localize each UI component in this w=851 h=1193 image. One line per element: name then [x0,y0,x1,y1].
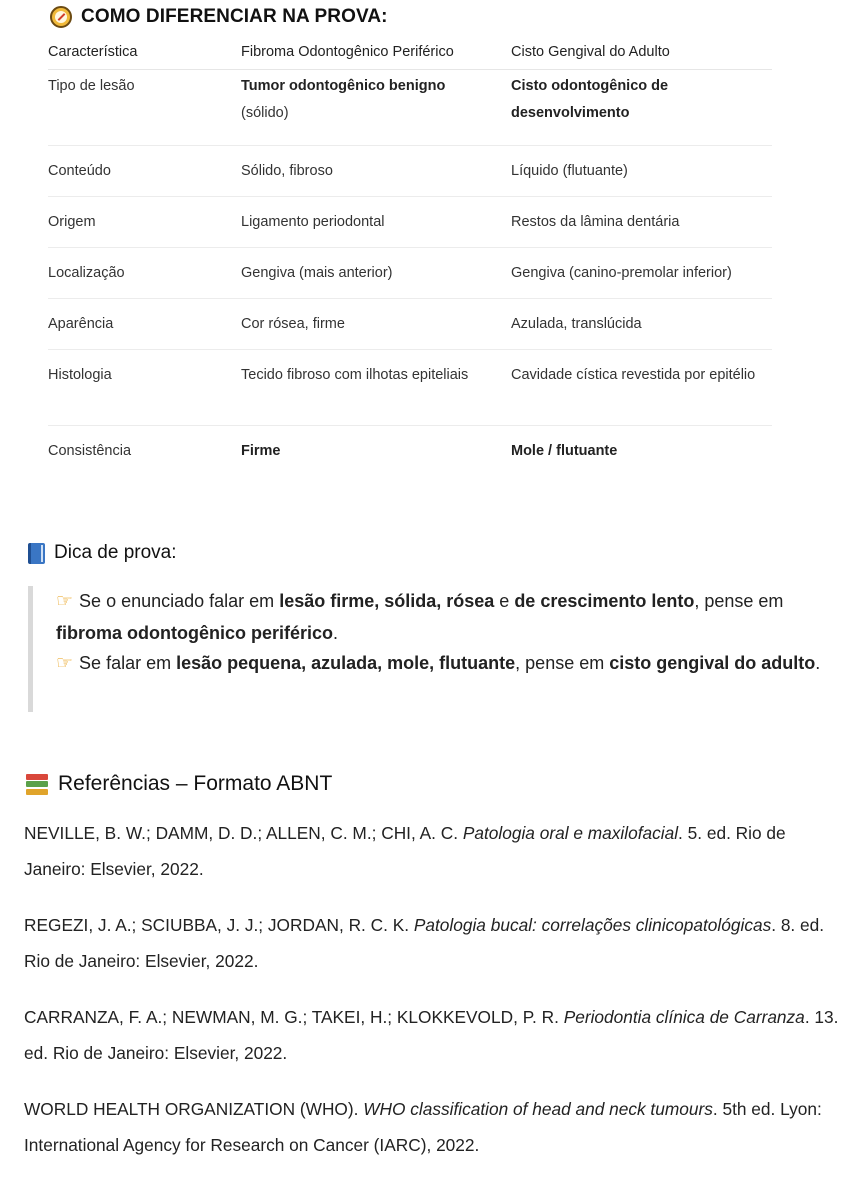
reference-authors: NEVILLE, B. W.; DAMM, D. D.; ALLEN, C. M.; CHI, A. C. [24,823,463,843]
cell-cisto: Líquido (flutuante) [511,146,772,197]
table-header-row [48,44,772,70]
tip-bold: fibroma odontogênico periférico [56,622,334,643]
table-row [48,248,772,299]
reference-item [24,907,839,979]
column-header-feature: Característica [48,44,241,70]
cell-feature: Origem [48,197,241,248]
comparison-heading [50,6,388,28]
tip-heading-text: Dica de prova: [54,542,177,563]
table-row [48,426,772,477]
compass-icon [50,6,72,28]
reference-authors: WORLD HEALTH ORGANIZATION (WHO). [24,1099,364,1119]
cell-cisto-bold: Cisto odontogênico de desenvolvimento [511,78,669,121]
reference-details: . 5. ed. Rio de Janeiro: Elsevier, 2022. [24,823,786,879]
reference-details: . 13. ed. Rio de Janeiro: Elsevier, 2022. [24,1007,839,1063]
tip-text: Se o enunciado falar em [79,591,280,611]
cell-cisto: Gengiva (canino-premolar inferior) [511,248,772,299]
tip-bold: cisto gengival do adulto [609,653,816,673]
reference-title: WHO classification of head and neck tumours [363,1099,713,1119]
reference-title: Patologia bucal: correlações clinicopatológicas [413,915,772,935]
reference-item [24,815,839,887]
cell-fibroma-text: (sólido) [241,105,289,121]
comparison-table [48,44,772,477]
cell-feature: Tipo de lesão [48,70,241,146]
tip-line-2 [56,648,828,680]
reference-title: Patologia oral e maxilofacial [462,823,679,843]
cell-feature: Histologia [48,350,241,426]
cell-feature: Aparência [48,299,241,350]
tip-text: e [494,591,515,611]
comparison-heading-text: COMO DIFERENCIAR NA PROVA: [81,6,388,27]
tip-text: . [815,653,821,673]
column-header-cisto: Cisto Gengival do Adulto [511,44,772,70]
cell-fibroma: Cor rósea, firme [241,299,511,350]
column-header-fibroma: Fibroma Odontogênico Periférico [241,44,511,70]
references-heading [26,772,332,796]
table-row [48,299,772,350]
cell-cisto: Restos da lâmina dentária [511,197,772,248]
references-heading-text: Referências – Formato ABNT [58,772,333,795]
table-row [48,70,772,146]
table-row [48,197,772,248]
tip-bold: lesão firme, sólida, rósea [279,591,495,611]
cell-feature: Consistência [48,443,132,459]
pointing-hand-icon: ☞ [56,653,74,674]
cell-fibroma: Firme [241,443,281,459]
tip-text: . [333,622,339,643]
reference-item [24,999,839,1071]
reference-details: . 5th ed. Lyon: International Agency for Research on Cancer (IARC), 2022. [24,1099,822,1155]
cell-feature: Localização [48,248,241,299]
cell-fibroma: Gengiva (mais anterior) [241,248,511,299]
pointing-hand-icon: ☞ [56,591,74,612]
cell-fibroma: Ligamento periodontal [241,197,511,248]
cell-cisto [511,70,772,146]
tip-bold: lesão pequena, azulada, mole, flutuante [176,653,516,673]
reference-authors: REGEZI, J. A.; SCIUBBA, J. J.; JORDAN, R. C. K. [24,915,414,935]
cell-cisto: Cavidade cística revestida por epitélio [511,350,772,426]
books-icon [26,774,48,795]
tip-blockquote [28,586,828,712]
cell-feature: Conteúdo [48,146,241,197]
reference-authors: CARRANZA, F. A.; NEWMAN, M. G.; TAKEI, H.; KLOKKEVOLD, P. R. [24,1007,564,1027]
tip-line-1 [56,586,828,648]
tip-text: , pense em [694,591,784,611]
reference-title: Periodontia clínica de Carranza [563,1007,805,1027]
book-icon [28,543,45,564]
tip-text: , pense em [515,653,610,673]
table-row [48,146,772,197]
tip-heading [28,542,177,564]
reference-details: . 8. ed. Rio de Janeiro: Elsevier, 2022. [24,915,825,971]
cell-fibroma [241,70,511,146]
cell-cisto: Mole / flutuante [511,443,618,459]
cell-fibroma-bold: Tumor odontogênico benigno [241,78,446,94]
tip-bold: de crescimento lento [514,591,695,611]
cell-fibroma: Tecido fibroso com ilhotas epiteliais [241,350,511,426]
cell-fibroma: Sólido, fibroso [241,146,511,197]
tip-text: Se falar em [79,653,177,673]
reference-item [24,1091,839,1163]
references-list [24,815,839,1183]
cell-cisto: Azulada, translúcida [511,299,772,350]
table-row [48,350,772,426]
